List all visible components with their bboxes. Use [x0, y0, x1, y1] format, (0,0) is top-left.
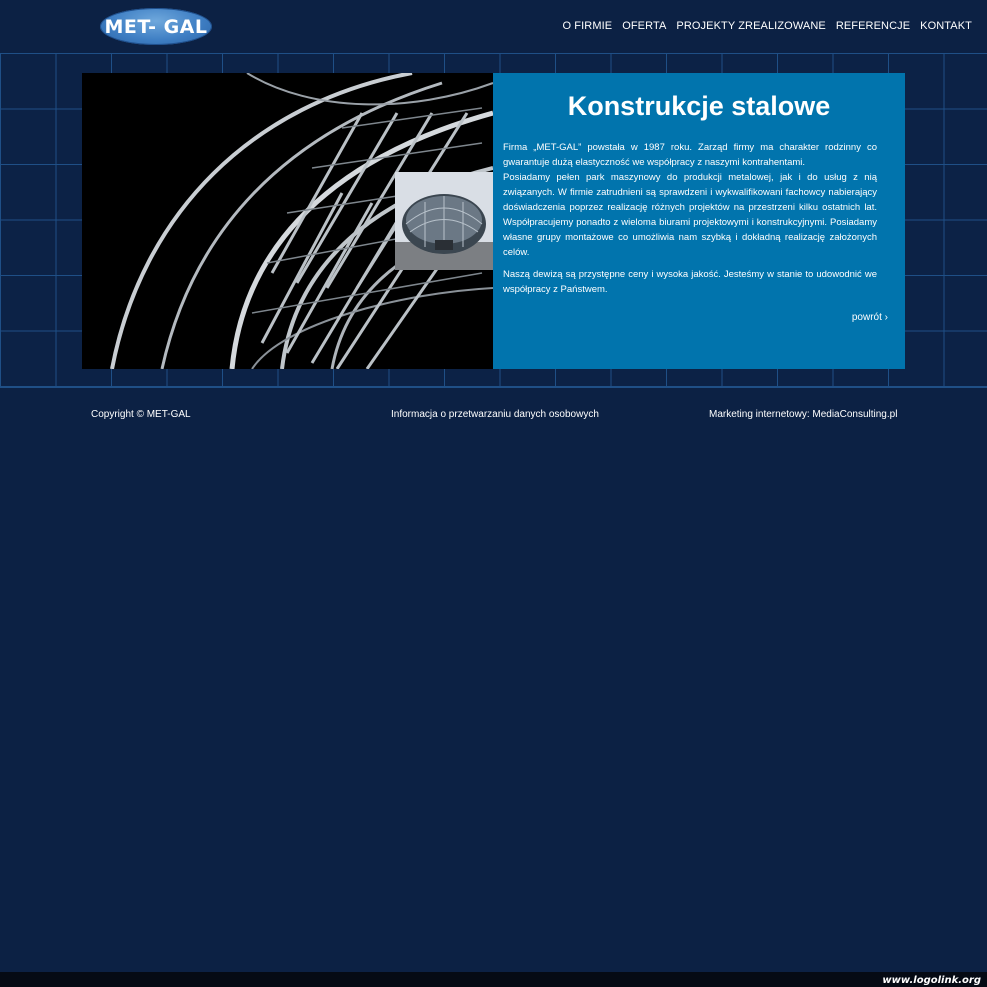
site-header [0, 0, 987, 53]
content-panel [493, 73, 905, 369]
glass-dome-thumbnail[interactable] [395, 172, 493, 270]
bottom-bar [0, 972, 987, 987]
marketing-link[interactable]: Marketing internetowy: MediaConsulting.pl [709, 409, 898, 420]
nav-kontakt[interactable]: KONTAKT [920, 20, 972, 32]
copyright-text: Copyright © MET-GAL [91, 409, 191, 420]
met-gal-logo[interactable] [100, 8, 212, 45]
back-link[interactable]: powrót › [851, 312, 888, 323]
intro-paragraph [503, 140, 877, 260]
nav-referencje[interactable]: REFERENCJE [835, 20, 911, 32]
privacy-link[interactable]: Informacja o przetwarzaniu danych osobowych [391, 409, 599, 420]
nav-oferta[interactable]: OFERTA [622, 20, 667, 32]
paragraph-1: Firma „MET-GAL” powstała w 1987 roku. Zarząd firmy ma charakter rodzinny co gwarantuje dużą elastyczność we współpracy z naszymi kontrahentami. [503, 142, 877, 168]
watermark-text: www.logolink.org [882, 975, 981, 986]
nav-projekty-zrealizowane[interactable]: PROJEKTY ZREALIZOWANE [676, 20, 826, 32]
nav-o-firmie[interactable]: O FIRMIE [562, 20, 613, 32]
logo-text: MET- GAL [104, 15, 208, 38]
page-title: Konstrukcje stalowe [567, 91, 831, 121]
paragraph-3: Naszą dewizą są przystępne ceny i wysoka jakość. Jesteśmy w stanie to udowodnić we współpracy z Państwem. [503, 269, 877, 295]
paragraph-2: Posiadamy pełen park maszynowy do produkcji metalowej, jak i do usług z nią związanych. W firmie zatrudnieni są sprawdzeni i wykwalifikowani fachowcy nabierający doświadczenia poprzez realizację różnych projektów na przestrzeni kilku ostatnich lat. Współpracujemy ponadto z wieloma biurami projektowymi i konstrukcyjnymi. Posiadamy własne grupy montażowe co umożliwia nam szybką i dokładną realizację założonych celów. [503, 172, 877, 258]
main-nav [563, 20, 973, 32]
content-text [503, 140, 877, 304]
